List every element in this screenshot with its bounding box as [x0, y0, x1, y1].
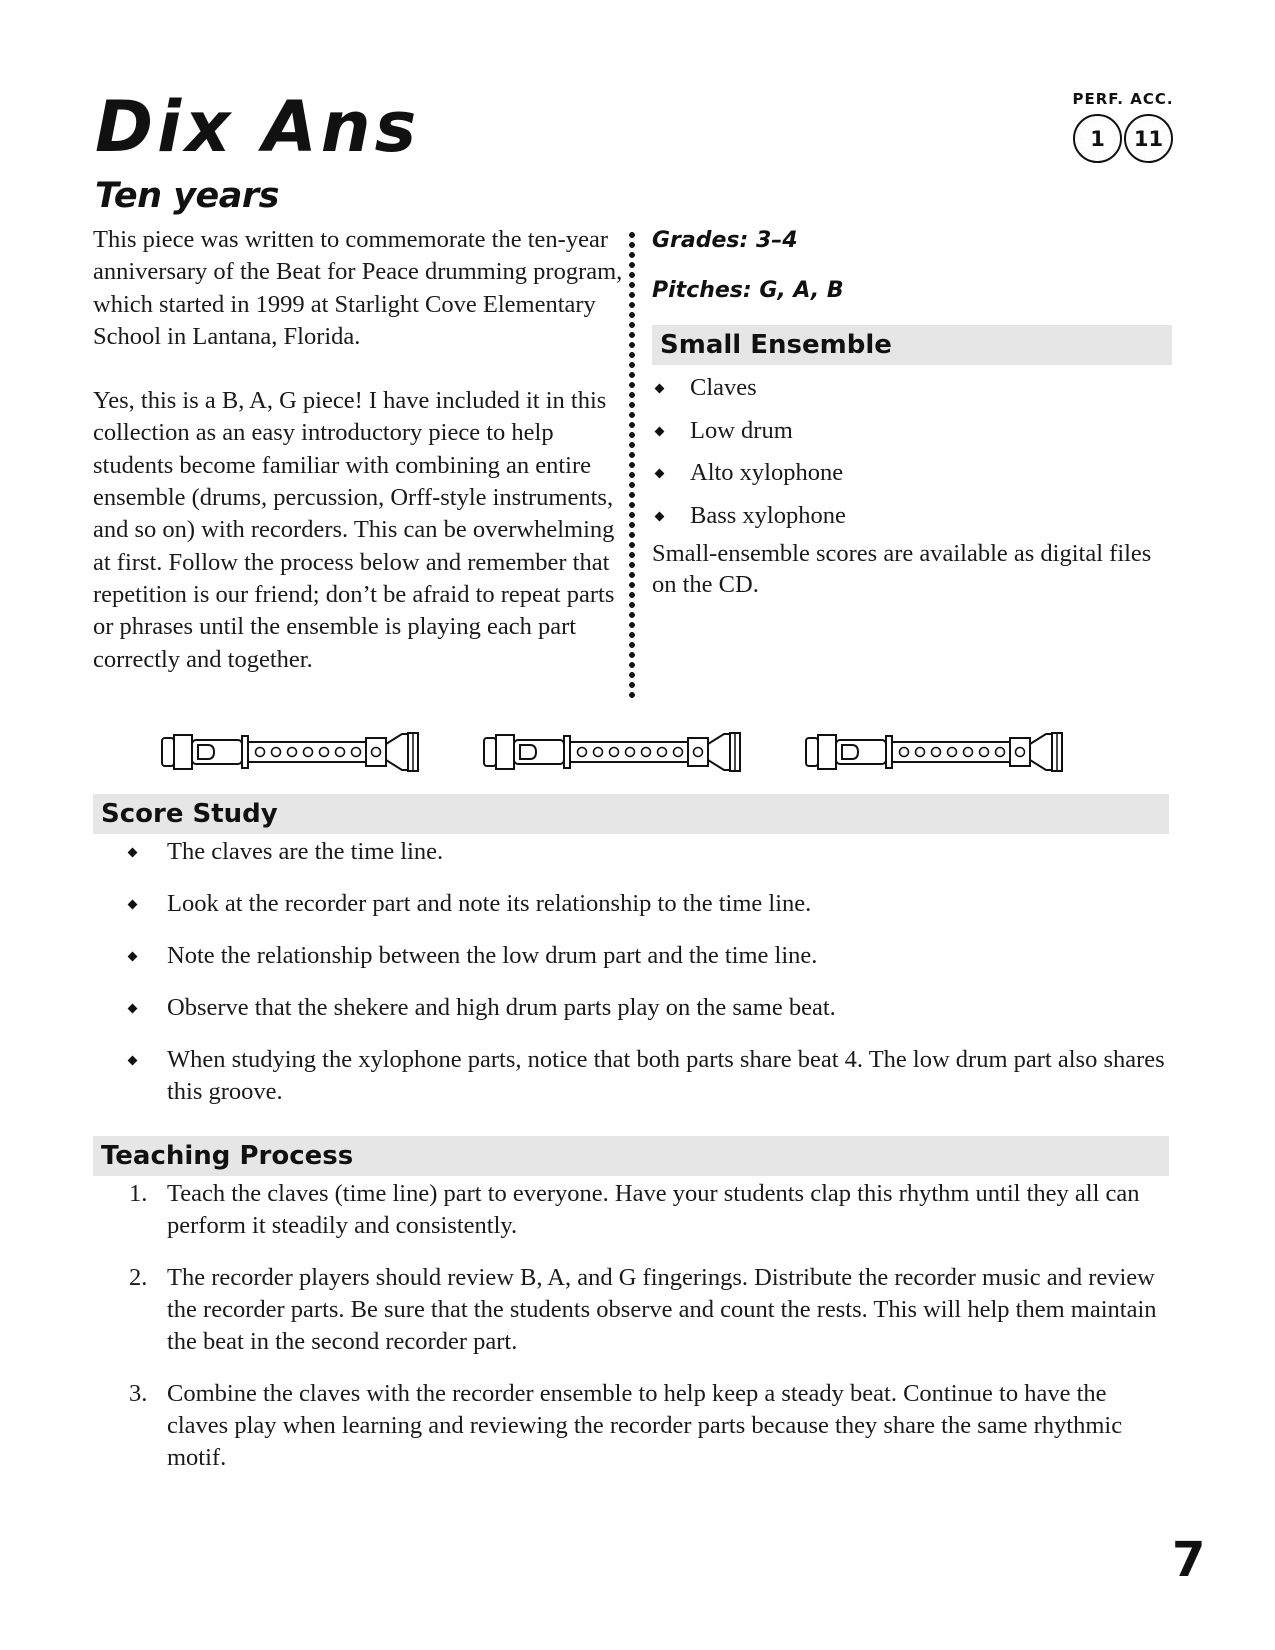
page-title: Dix Ans: [95, 86, 421, 168]
list-item: [129, 1262, 1169, 1358]
ensemble-note: Small-ensemble scores are available as digital files on the CD.: [652, 539, 1152, 599]
list-item: Note the relationship between the low drum part and the time line.: [167, 940, 1169, 972]
track-number: 1: [1083, 124, 1113, 154]
cd-track-icon: [1073, 114, 1122, 163]
perf-acc-label: PERF. ACC.: [1072, 90, 1174, 108]
step-text: Combine the claves with the recorder ensemble to help keep a steady beat. Continue to have the claves play when learning and reviewing the recorder parts because they share the same rhythmic motif.: [167, 1380, 1123, 1471]
cd-track-icon: [1124, 114, 1173, 163]
step-number: 1.: [129, 1180, 148, 1207]
intro-paragraph: This piece was written to commemorate the ten-year anniversary of the Beat for Peace drumming program, which started in 1999 at Starlight Cove Elementary School in Lantana, Florida.: [93, 226, 623, 350]
list-item: When studying the xylophone parts, notice that both parts share beat 4. The low drum part also shares this groove.: [167, 1044, 1169, 1108]
page-number: 7: [1172, 1532, 1206, 1588]
pitches-label: Pitches: G, A, B: [652, 278, 844, 303]
list-item: Bass xylophone: [652, 495, 1172, 538]
list-item: The claves are the time line.: [167, 836, 1169, 868]
list-item: Alto xylophone: [652, 452, 1172, 495]
list-item: Claves: [652, 367, 1172, 410]
score-study-list: [93, 836, 1169, 1108]
track-number: 11: [1134, 124, 1164, 154]
intro-text: [93, 224, 623, 676]
recorder-divider: [160, 730, 1100, 774]
performance-accompaniment-badge: [1068, 90, 1178, 163]
ensemble-list: [652, 367, 1172, 538]
grades-label: Grades: 3–4: [652, 228, 798, 253]
dotted-divider: [629, 230, 635, 698]
teaching-steps-list: [93, 1178, 1169, 1474]
intro-paragraph: Yes, this is a B, A, G piece! I have included it in this collection as an easy introductory piece to help students become familiar with combining an entire ensemble (drums, percussion, Orff-style instruments, and so on) with recorders. This can be overwhelming at first. Follow the process below and remember that repetition is our friend; don’t be afraid to repeat parts or phrases until the ensemble is playing each part correctly and together.: [93, 387, 615, 673]
step-number: 3.: [129, 1380, 148, 1407]
score-study-heading: Score Study: [93, 794, 1169, 834]
teaching-process-heading: Teaching Process: [93, 1136, 1169, 1176]
step-text: The recorder players should review B, A, and G fingerings. Distribute the recorder music and review the recorder parts. Be sure that the students observe and count the rests. This will help them maintain the beat in the second recorder part.: [167, 1264, 1157, 1355]
list-item: Low drum: [652, 410, 1172, 453]
list-item: [129, 1178, 1169, 1242]
list-item: Observe that the shekere and high drum parts play on the same beat.: [167, 992, 1169, 1024]
teaching-process-section: [93, 1136, 1169, 1494]
step-text: Teach the claves (time line) part to everyone. Have your students clap this rhythm until they all can perform it steadily and consistently.: [167, 1180, 1140, 1239]
info-panel: [652, 224, 1172, 601]
list-item: [129, 1378, 1169, 1474]
page-subtitle: Ten years: [95, 176, 279, 216]
score-study-section: [93, 794, 1169, 1128]
small-ensemble-heading: Small Ensemble: [652, 325, 1172, 365]
list-item: Look at the recorder part and note its relationship to the time line.: [167, 888, 1169, 920]
step-number: 2.: [129, 1264, 148, 1291]
